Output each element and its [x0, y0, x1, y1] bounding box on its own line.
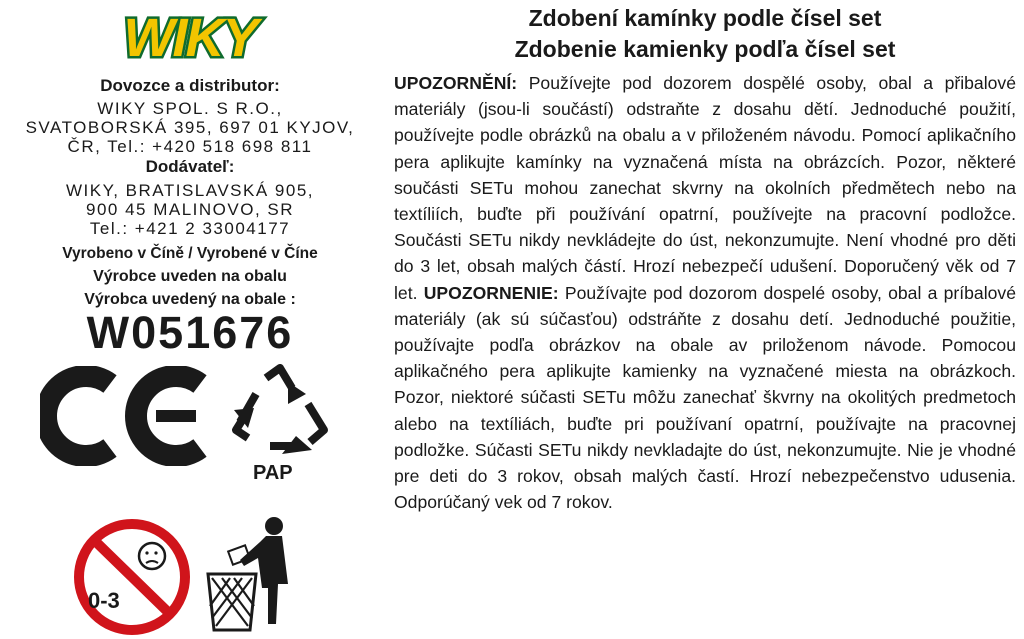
warning-cz-text: Používejte pod dozorem dospělé osoby, obal a přibalové materiály (jsou-li součástí) odstraňte z dosahu dětí. Jednoduché použití, používejte podle obrázků na obalu a v přiloženém návodu. Pomocí aplikačního pera aplikujte kamínky na vyznačená místa na obrázcích. Pozor, některé součásti SETu mohou zanechat skvrny na okolních předmětech nebo na textíliích, buďte při používání opatrní, používejte na pracovní podložce. Součásti SETu nikdy nevkládejte do úst, nekonzumujte. Není vhodné pro děti do 3 let, obsah malých částí. Hrozí nebezpečí udušení. Doporučený věk od 7 let. — [394, 73, 1016, 303]
made-in-text: Vyrobeno v Číně / Vyrobené v Číne — [62, 245, 318, 262]
importer-line-1: WIKY SPOL. S R.O., — [97, 99, 283, 118]
warning-cz-label: UPOZORNĚNÍ: — [394, 73, 518, 93]
supplier-line-2: 900 45 MALINOVO, SR — [85, 200, 295, 219]
supplier-line-3: Tel.: +421 2 33004177 — [89, 219, 291, 238]
maker-text-cz: Výrobce uveden na obalu — [93, 268, 287, 285]
maker-text-sk: Výrobca uvedený na obale : — [84, 291, 296, 308]
supplier-line-1: WIKY, BRATISLAVSKÁ 905, — [65, 181, 315, 200]
supplier-label: Dodávateľ: — [145, 157, 235, 176]
age-warning-label: 0-3 — [88, 588, 120, 613]
label-left-panel — [0, 0, 380, 639]
warning-sk-text: Používajte pod dozorom dospelé osoby, obal a príbalové materiály (ak sú súčasťou) odstráňte z dosahu detí. Jednoduché použitie, používajte podľa obrázkov na obale av priloženom návode. Pomocou aplikačného pera aplikujte kamienky na vyznačené miesta na obrázkoch. Pozor, niektoré súčasti SETu môžu zanechať škvrny na okolitých predmetoch alebo na textíliách, buďte pri používaní opatrní, používajte na pracovnej podložke. Súčasti SETu nikdy nevkladajte do úst, nekonzumujte. Nie je vhodné pre deti do 3 rokov, obsah malých častí. Hrozí nebezpečenstvo udusenia. Odporúčaný vek od 7 rokov. — [394, 282, 1016, 513]
recycle-label: PAP — [253, 462, 293, 484]
wiky-logo — [84, 4, 296, 70]
recycle-icon — [226, 364, 336, 456]
title-sk: Zdobenie kamienky podľa čísel set — [514, 36, 896, 62]
product-code: W051676 — [86, 307, 294, 358]
ce-mark-icon — [40, 366, 220, 466]
importer-label: Dovozce a distributor: — [100, 76, 280, 95]
title-cz: Zdobení kamínky podle čísel set — [528, 5, 882, 31]
importer-line-3: ČR, Tel.: +420 518 698 811 — [67, 137, 313, 156]
age-warning-icon — [72, 518, 192, 636]
trash-bin-icon — [204, 514, 300, 636]
warning-text — [394, 70, 1016, 515]
importer-line-2: SVATOBORSKÁ 395, 697 01 KYJOV, — [25, 118, 355, 137]
svg-text:WIKY: WIKY — [123, 8, 257, 68]
warning-sk-label: UPOZORNENIE: — [423, 282, 559, 303]
